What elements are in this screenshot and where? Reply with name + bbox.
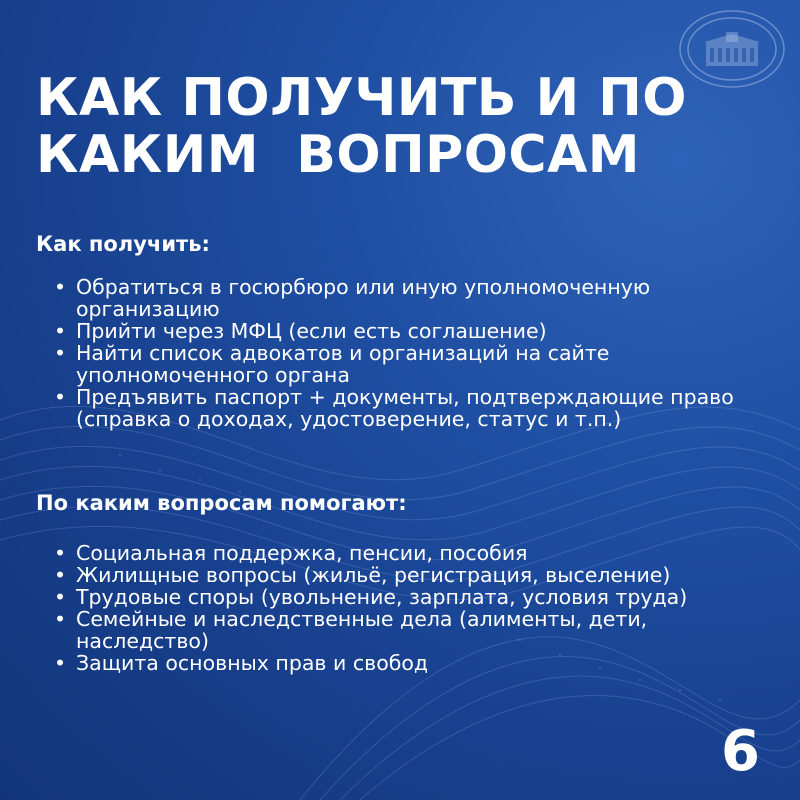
list-item: • Прийти через МФЦ (если есть соглашение) bbox=[52, 320, 782, 342]
list-item: • Защита основных прав и свобод bbox=[52, 652, 782, 674]
page-number: 6 bbox=[721, 719, 760, 784]
list-item: • Жилищные вопросы (жильё, регистрация, выселение) bbox=[52, 564, 782, 586]
list-item: • Найти список адвокатов и организаций на сайте уполномоченного органа bbox=[52, 342, 782, 386]
list-item: • Предъявить паспорт + документы, подтверждающие право (справка о доходах, удостоверение, статус и т.п.) bbox=[52, 386, 782, 430]
list-item: • Обратиться в госюрбюро или иную уполномоченную организацию bbox=[52, 276, 782, 320]
list-item: • Трудовые споры (увольнение, зарплата, условия труда) bbox=[52, 586, 782, 608]
topics-list bbox=[52, 542, 782, 674]
list-item: • Социальная поддержка, пенсии, пособия bbox=[52, 542, 782, 564]
page-title-line-1: КАК ПОЛУЧИТЬ И ПО bbox=[36, 68, 687, 128]
page-title-line-2: КАКИМ ВОПРОСАМ bbox=[36, 125, 641, 185]
how-to-get-heading: Как получить: bbox=[36, 232, 210, 256]
page-title bbox=[36, 70, 776, 184]
list-item: • Семейные и наследственные дела (алименты, дети, наследство) bbox=[52, 608, 782, 652]
topics-heading: По каким вопросам помогают: bbox=[36, 491, 407, 515]
how-to-get-list bbox=[52, 276, 782, 430]
